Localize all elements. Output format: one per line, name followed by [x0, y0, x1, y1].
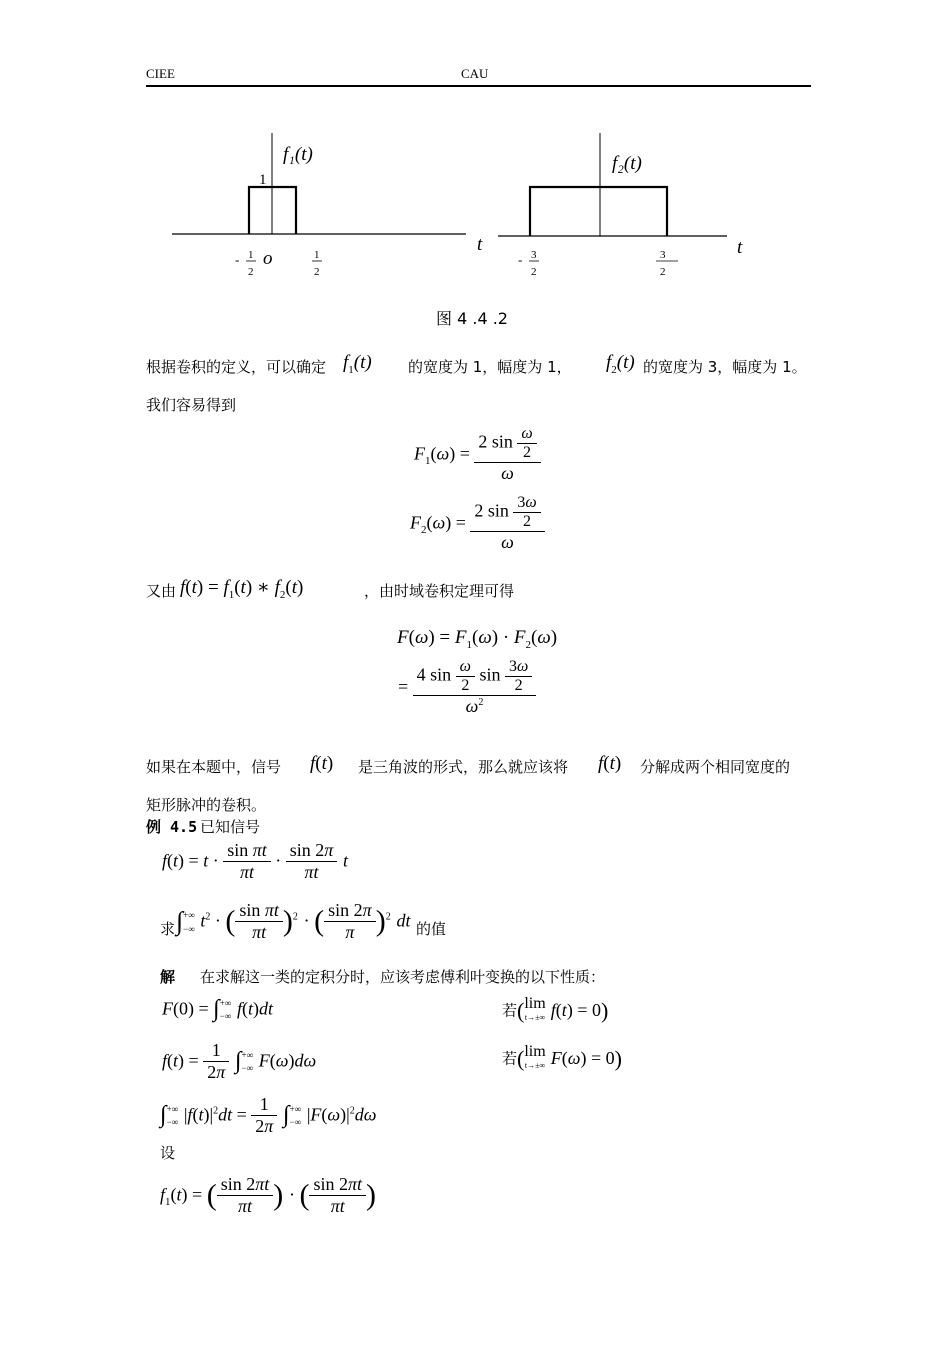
plot-f1 [172, 133, 483, 278]
svg-text:-: - [235, 252, 240, 267]
plot1-origin: o [263, 248, 273, 269]
eq-integral-question: ∫+∞ −∞ $t^2$ · ( $\frac{\text{sin πt}}{\pi t}$ )$^2$ · ( $\frac{\sin 2\pi}{\pi}$ )$^2$ dt [176, 900, 411, 942]
para-3a: 又由 [146, 582, 177, 600]
plot1-height-label: 1 [259, 172, 267, 188]
math-f1t: $f_1(t)$ [343, 352, 372, 376]
svg-text:2: 2 [314, 266, 320, 278]
plot2-xlabel: t [737, 237, 743, 258]
plot-f2 [498, 133, 743, 278]
figure-4-4-2 [0, 0, 952, 300]
svg-text:3: 3 [531, 249, 537, 261]
math-ft-1: f(t) [310, 753, 334, 774]
svg-text:3: 3 [660, 249, 666, 261]
svg-text:2: 2 [660, 266, 666, 278]
para-4a: 如果在本题中，信号 [146, 758, 282, 776]
math-convolution: $f(t) = f_1(t)$ ∗ $f_2(t)$ [180, 577, 304, 601]
para-1c: 的宽度为 3，幅度为 1。 [643, 358, 807, 376]
plot2-ylabel: f₂(t) [612, 153, 642, 174]
para-3b: ，由时域卷积定理可得 [364, 582, 515, 600]
svg-text:-: - [518, 252, 523, 267]
header-left: CIEE [146, 66, 175, 81]
math-ft-2: f(t) [598, 753, 622, 774]
eq-F2: $F_2(\omega)$ = 2 sin $\frac{3\omega}{2}$ ω [410, 494, 545, 553]
example-label: 例 4.5 [146, 818, 198, 836]
eq-F1: $F_1(\omega)$ = 2 sin $\frac{\omega}{2}$ ω [414, 425, 541, 484]
para-2: 我们容易得到 [146, 396, 237, 414]
svg-text:1: 1 [248, 249, 254, 261]
eq-F-product: $F(\omega) = F_1(\omega) \cdot F_2(\omega)$ [397, 627, 558, 651]
example-text: 已知信号 [200, 818, 261, 836]
svg-text:2: 2 [248, 266, 254, 278]
svg-text:1: 1 [314, 249, 320, 261]
condition-2: 若(lim t→±∞ F(ω) = 0) [502, 1043, 622, 1071]
eq-inverse-ft: f(t) = $\frac{1}{2\pi}$ ∫+∞ −∞ F(ω)dω [162, 1040, 317, 1082]
math-f2t: $f_2(t)$ [606, 352, 635, 376]
she-text: 设 [160, 1144, 176, 1162]
para-1b: 的宽度为 1，幅度为 1， [408, 358, 572, 376]
header-center: CAU [461, 66, 489, 81]
para-5: 矩形脉冲的卷积。 [146, 796, 267, 814]
dezhi-text: 的值 [416, 920, 447, 938]
eq-signal: f(t) = t · $\frac{\text{sin πt}}{\pi t}$ · $\frac{\sin 2\pi}{\pi t}$ t [162, 840, 349, 882]
para-4c: 分解成两个相同宽度的 [640, 758, 791, 776]
jie-label: 解 [160, 968, 176, 986]
eq-f1-def: $f_1(t)$ = ( $\frac{\sin 2\pi t}{\pi t}$ ) · ( $\frac{\sin 2\pi t}{\pi t}$ ) [160, 1174, 377, 1216]
jie-text: 在求解这一类的定积分时，应该考虑傅利叶变换的以下性质： [200, 968, 606, 986]
plot1-ylabel: f₁(t) [283, 144, 313, 165]
eq-F-result: = 4 sin $\frac{\omega}{2}$ sin $\frac{3\omega}{2}$ $\omega^2$ [398, 658, 536, 717]
condition-1: 若(lim t→±∞ f(t) = 0) [502, 995, 609, 1023]
qiu-text: 求 [160, 920, 176, 938]
figure-caption: 图 4 .4 .2 [436, 309, 508, 328]
eq-F0: F(0) = ∫+∞ −∞ f(t)dt [162, 996, 273, 1022]
para-1a: 根据卷积的定义，可以确定 [146, 358, 327, 376]
eq-parseval: ∫+∞ −∞ $|f(t)|^2dt$ = $\frac{1}{2\pi}$ ∫+∞ −∞ $|F(\omega)|^2d\omega$ [160, 1094, 377, 1136]
svg-text:2: 2 [531, 266, 537, 278]
para-4b: 是三角波的形式，那么就应该将 [358, 758, 569, 776]
plot1-xlabel: t [477, 234, 483, 255]
